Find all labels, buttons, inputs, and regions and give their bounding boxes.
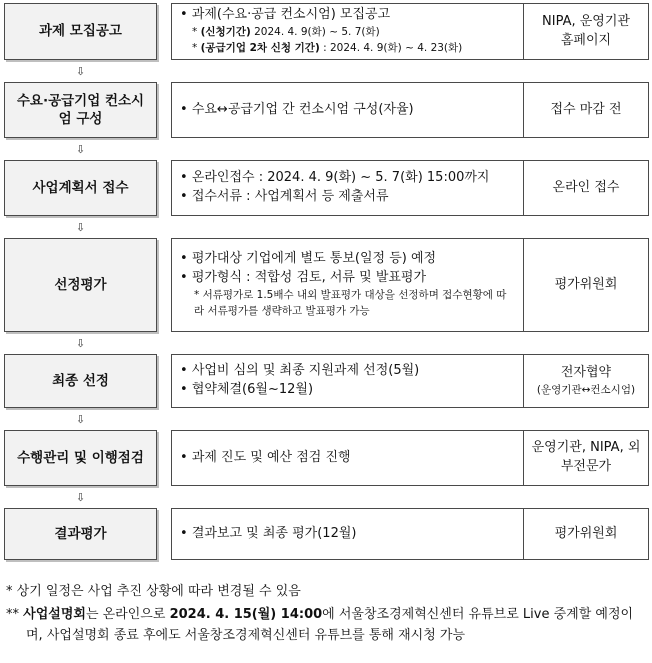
bullet-line: • 접수서류 : 사업계획서 등 제출서류 <box>180 188 515 207</box>
responsible-line: 접수 마감 전 <box>550 101 622 117</box>
footnote-bold: 사업설명회 <box>23 606 86 622</box>
responsible-line: 홈페이지 <box>560 32 612 48</box>
footnote-text: 는 온라인으로 <box>85 606 170 622</box>
footnote-marker: ** <box>6 606 24 622</box>
note-bold: (공급기업 2차 신청 기간) <box>200 41 320 54</box>
responsible-line: (운영기관↔컨소시엄) <box>536 383 636 396</box>
footnote-briefing <box>6 605 646 626</box>
step-description <box>171 160 523 216</box>
note-line: * 서류평가로 1.5배수 내외 발표평가 대상을 선정하며 접수현황에 따라 서류평가를 생략하고 발표평가 가능 <box>194 289 507 317</box>
footnote-text: 에 서울창조경제혁신센터 유튜브로 Live 중계할 예정이 <box>322 606 634 622</box>
step-description <box>171 508 523 560</box>
step-label: 선정평가 <box>4 238 157 332</box>
note-bold: (신청기간) <box>200 26 251 39</box>
responsible-line: NIPA, 운영기관 <box>542 13 630 29</box>
note-line: * (신청기간) 2024. 4. 9(화) ~ 5. 7(화) <box>192 26 380 39</box>
bullet-line: • 수요↔공급기업 간 컨소시엄 구성(자율) <box>180 101 515 120</box>
step-description <box>171 3 523 60</box>
down-arrow-icon: ⇩ <box>75 412 86 426</box>
step-label: 결과평가 <box>4 508 157 560</box>
down-arrow-icon: ⇩ <box>75 64 86 78</box>
step-label: 과제 모집공고 <box>4 3 157 60</box>
down-arrow-icon: ⇩ <box>75 336 86 350</box>
step-responsible <box>523 3 649 60</box>
bullet-line: • 협약체결(6월~12월) <box>180 381 515 400</box>
note-text: 서류평가로 1.5배수 내외 발표평가 대상을 선정하며 접수현황에 따라 서류평가를 생략하고 발표평가 가능 <box>194 289 507 317</box>
step-recruitment-notice <box>3 3 649 60</box>
step-description <box>171 430 523 486</box>
note-text: : 2024. 4. 9(화) ~ 4. 23(화) <box>319 41 463 54</box>
bullet-line: • 평가대상 기업에게 별도 통보(일정 등) 예정 <box>180 250 515 269</box>
footnote-bold: 2024. 4. 15(월) 14:00 <box>169 606 323 622</box>
down-arrow-icon: ⇩ <box>75 142 86 156</box>
step-label: 수요·공급기업 컨소시엄 구성 <box>4 82 157 138</box>
bullet-line: • 온라인접수 : 2024. 4. 9(화) ~ 5. 7(화) 15:00까지 <box>180 169 515 188</box>
step-responsible <box>523 508 649 560</box>
step-responsible <box>523 354 649 408</box>
responsible-line: 평가위원회 <box>554 276 618 292</box>
step-performance-management <box>3 430 649 486</box>
step-result-evaluation <box>3 508 649 560</box>
step-business-plan <box>3 160 649 216</box>
bullet-line: • 평가형식 : 적합성 검토, 서류 및 발표평가 <box>180 269 515 288</box>
step-responsible <box>523 82 649 138</box>
down-arrow-icon: ⇩ <box>75 220 86 234</box>
step-consortium <box>3 82 649 138</box>
step-description <box>171 354 523 408</box>
step-label: 사업계획서 접수 <box>4 160 157 216</box>
step-label: 최종 선정 <box>4 354 157 408</box>
step-responsible <box>523 238 649 332</box>
responsible-line: 전자협약 <box>560 364 612 380</box>
step-final-selection <box>3 354 649 408</box>
down-arrow-icon: ⇩ <box>75 490 86 504</box>
note-line: * (공급기업 2차 신청 기간) : 2024. 4. 9(화) ~ 4. 23(화) <box>192 41 463 54</box>
bullet-line: • 과제 진도 및 예산 점검 진행 <box>180 449 515 468</box>
step-responsible <box>523 430 649 486</box>
footnote-schedule-change: * 상기 일정은 사업 추진 상황에 따라 변경될 수 있음 <box>6 584 301 599</box>
step-label: 수행관리 및 이행점검 <box>4 430 157 486</box>
responsible-line: 평가위원회 <box>554 525 618 541</box>
responsible-line: 부전문가 <box>560 459 612 474</box>
responsible-line: 온라인 접수 <box>552 179 620 195</box>
step-responsible <box>523 160 649 216</box>
bullet-line: • 결과보고 및 최종 평가(12월) <box>180 525 515 544</box>
process-flowchart <box>3 3 649 560</box>
footnote-briefing-cont: 며, 사업설명회 종료 후에도 서울창조경제혁신센터 유튜브를 통해 재시청 가능 <box>26 627 466 643</box>
note-text: 2024. 4. 9(화) ~ 5. 7(화) <box>250 26 380 39</box>
footnotes <box>6 582 646 646</box>
bullet-line: • 사업비 심의 및 최종 지원과제 선정(5월) <box>180 362 515 381</box>
bullet-line: • 과제(수요·공급 컨소시엄) 모집공고 <box>180 6 515 25</box>
step-description <box>171 82 523 138</box>
responsible-line: 운영기관, NIPA, 외 <box>531 440 641 456</box>
step-description <box>171 238 523 332</box>
step-selection-evaluation <box>3 238 649 332</box>
